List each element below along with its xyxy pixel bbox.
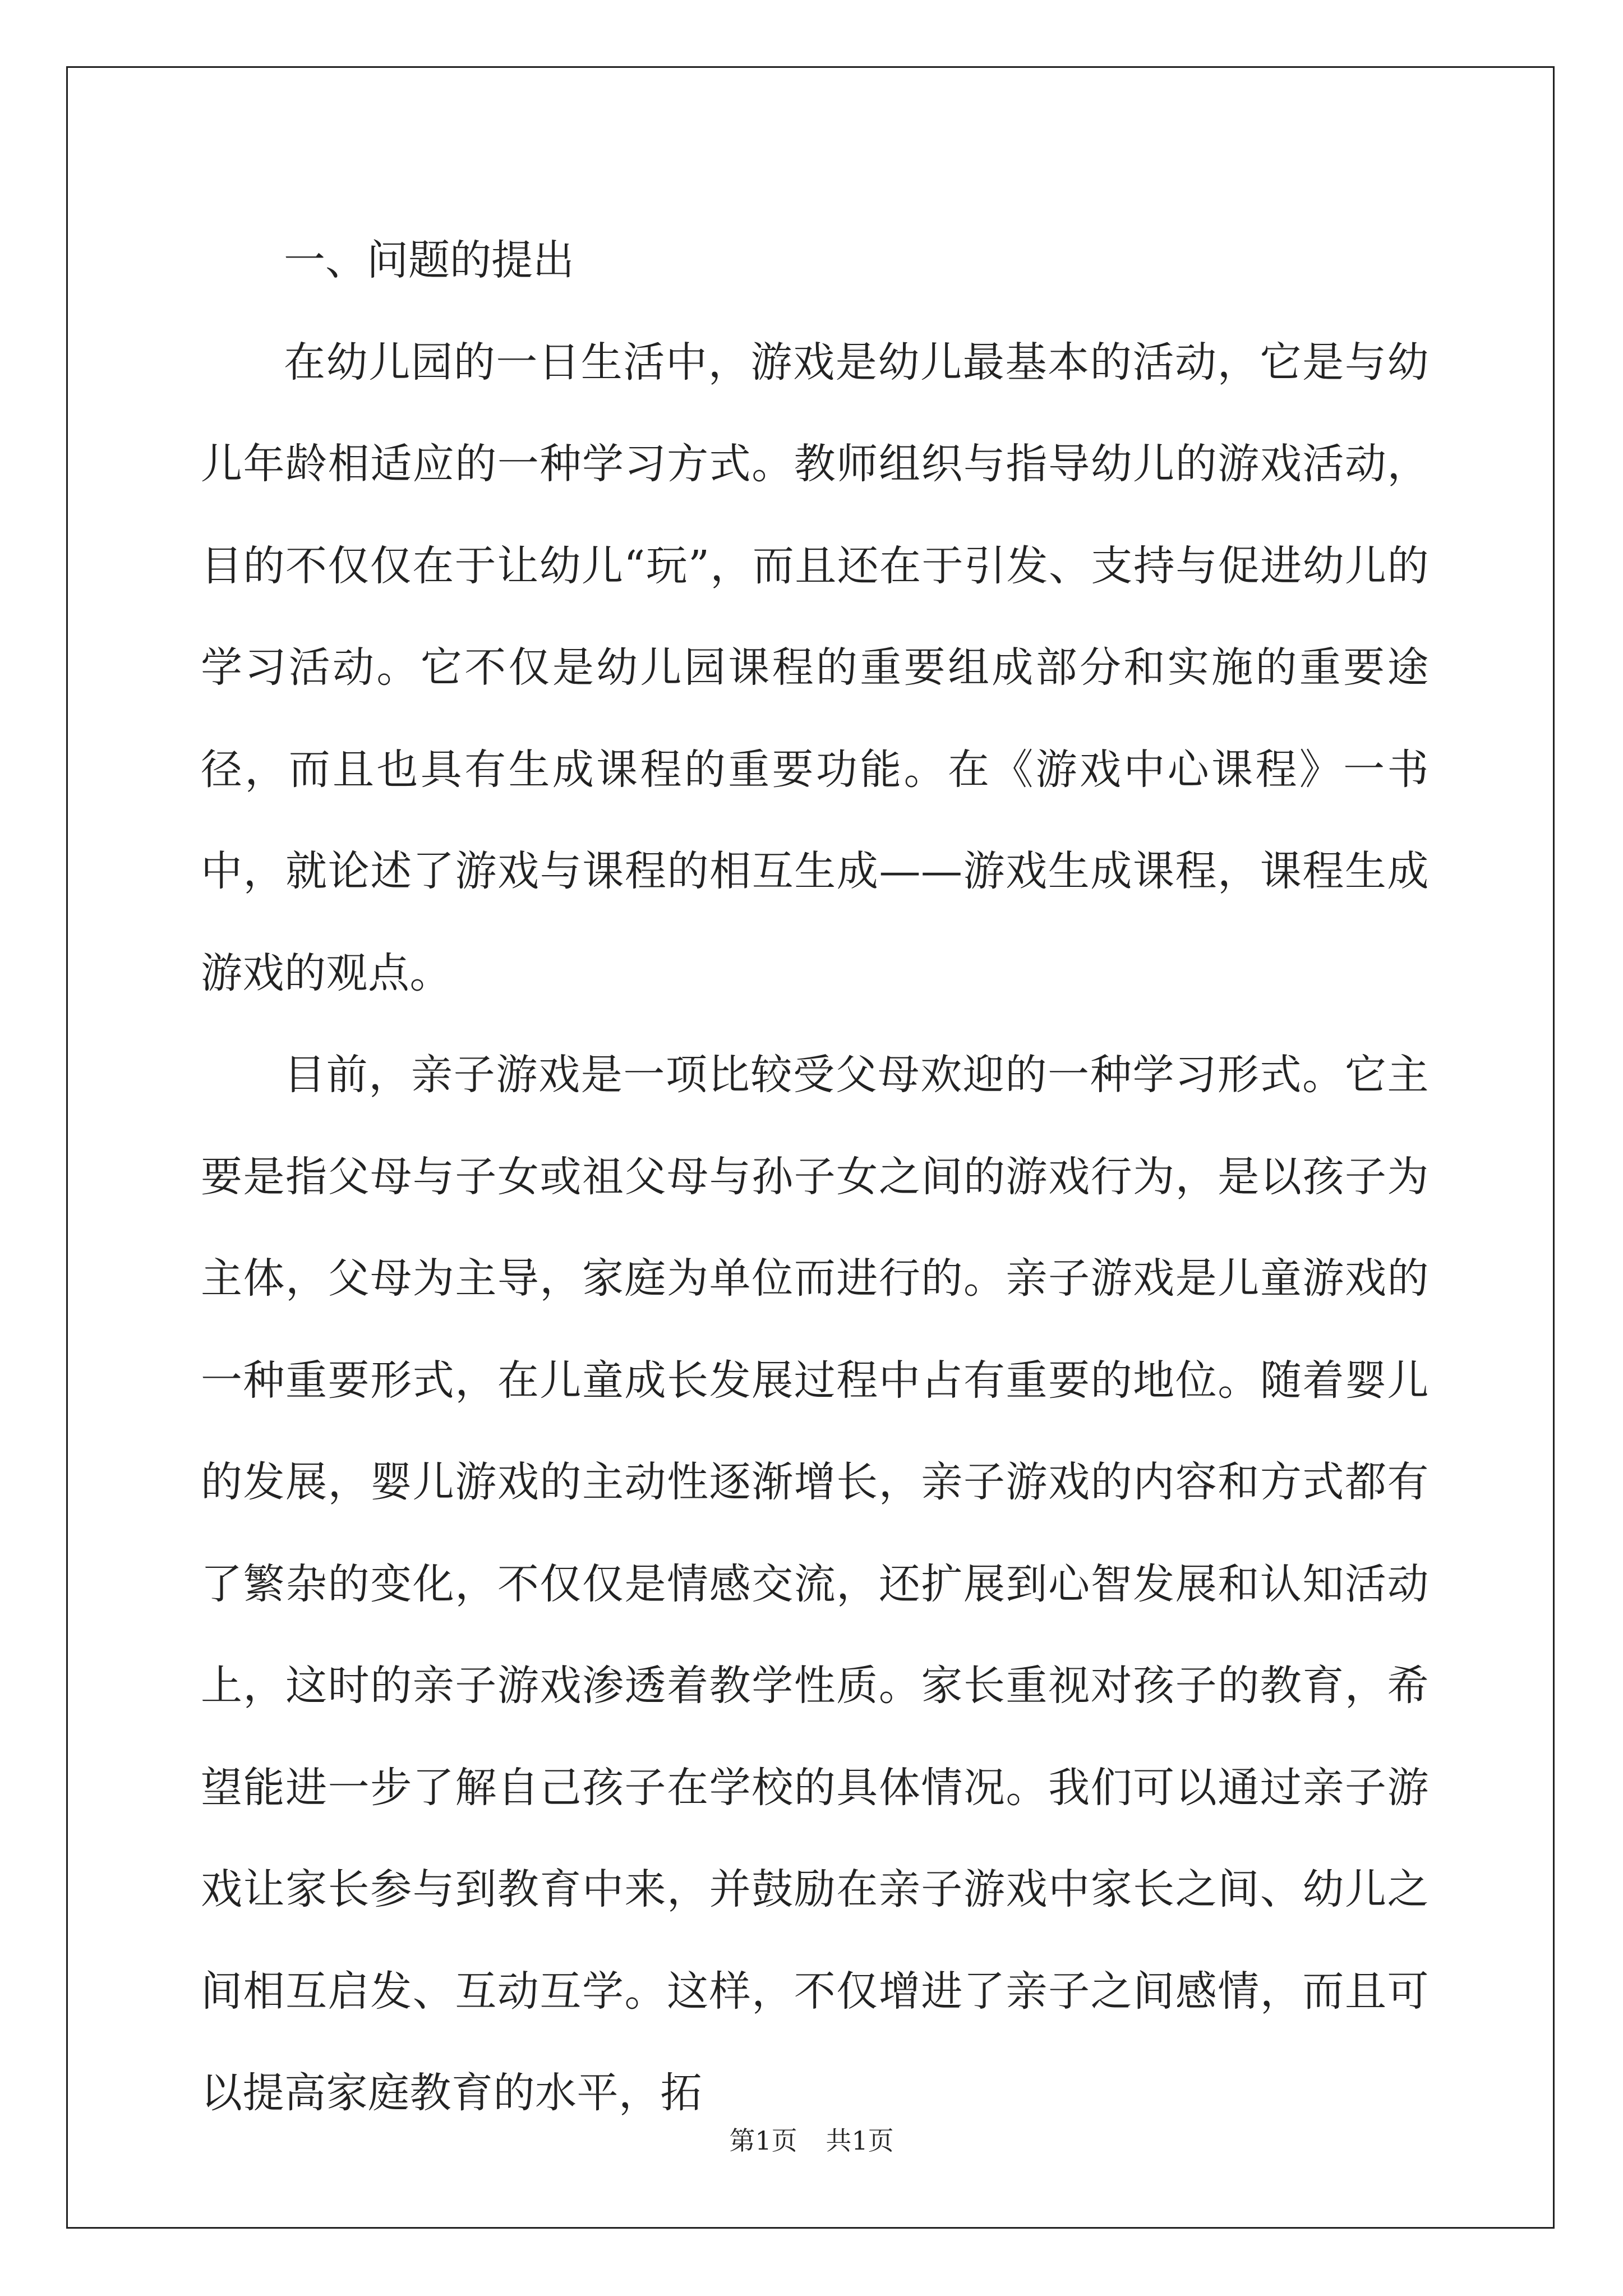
page-number-current: 第1页: [729, 2125, 797, 2156]
section-heading: 一、问题的提出: [284, 236, 574, 284]
page-footer: [0, 2120, 1623, 2157]
paragraph-1: 在幼儿园的一日生活中，游戏是幼儿最基本的活动，它是与幼儿年龄相适应的一种学习方式。教师组织与指导幼儿的游戏活动，目的不仅仅在于让幼儿“玩”，而且还在于引发、支持与促进幼儿的学习活动。它不仅是幼儿园课程的重要组成部分和实施的重要途径，而且也具有生成课程的重要功能。在《游戏中心课程》一书中，就论述了游戏与课程的相互生成——游戏生成课程，课程生成游戏的观点。: [201, 338, 1429, 997]
page-number-total: 共1页: [826, 2125, 894, 2156]
paragraph-2: 目前，亲子游戏是一项比较受父母欢迎的一种学习形式。它主要是指父母与子女或祖父母与孙子女之间的游戏行为，是以孩子为主体，父母为主导，家庭为单位而进行的。亲子游戏是儿童游戏的一种重要形式，在儿童成长发展过程中占有重要的地位。随着婴儿的发展，婴儿游戏的主动性逐渐增长，亲子游戏的内容和方式都有了繁杂的变化，不仅仅是情感交流，还扩展到心智发展和认知活动上，这时的亲子游戏渗透着教学性质。家长重视对孩子的教育，希望能进一步了解自己孩子在学校的具体情况。我们可以通过亲子游戏让家长参与到教育中来，并鼓励在亲子游戏中家长之间、幼儿之间相互启发、互动互学。这样，不仅增进了亲子之间感情，而且可以提高家庭教育的水平，拓: [201, 1051, 1429, 2117]
document-body: [201, 210, 1429, 2145]
